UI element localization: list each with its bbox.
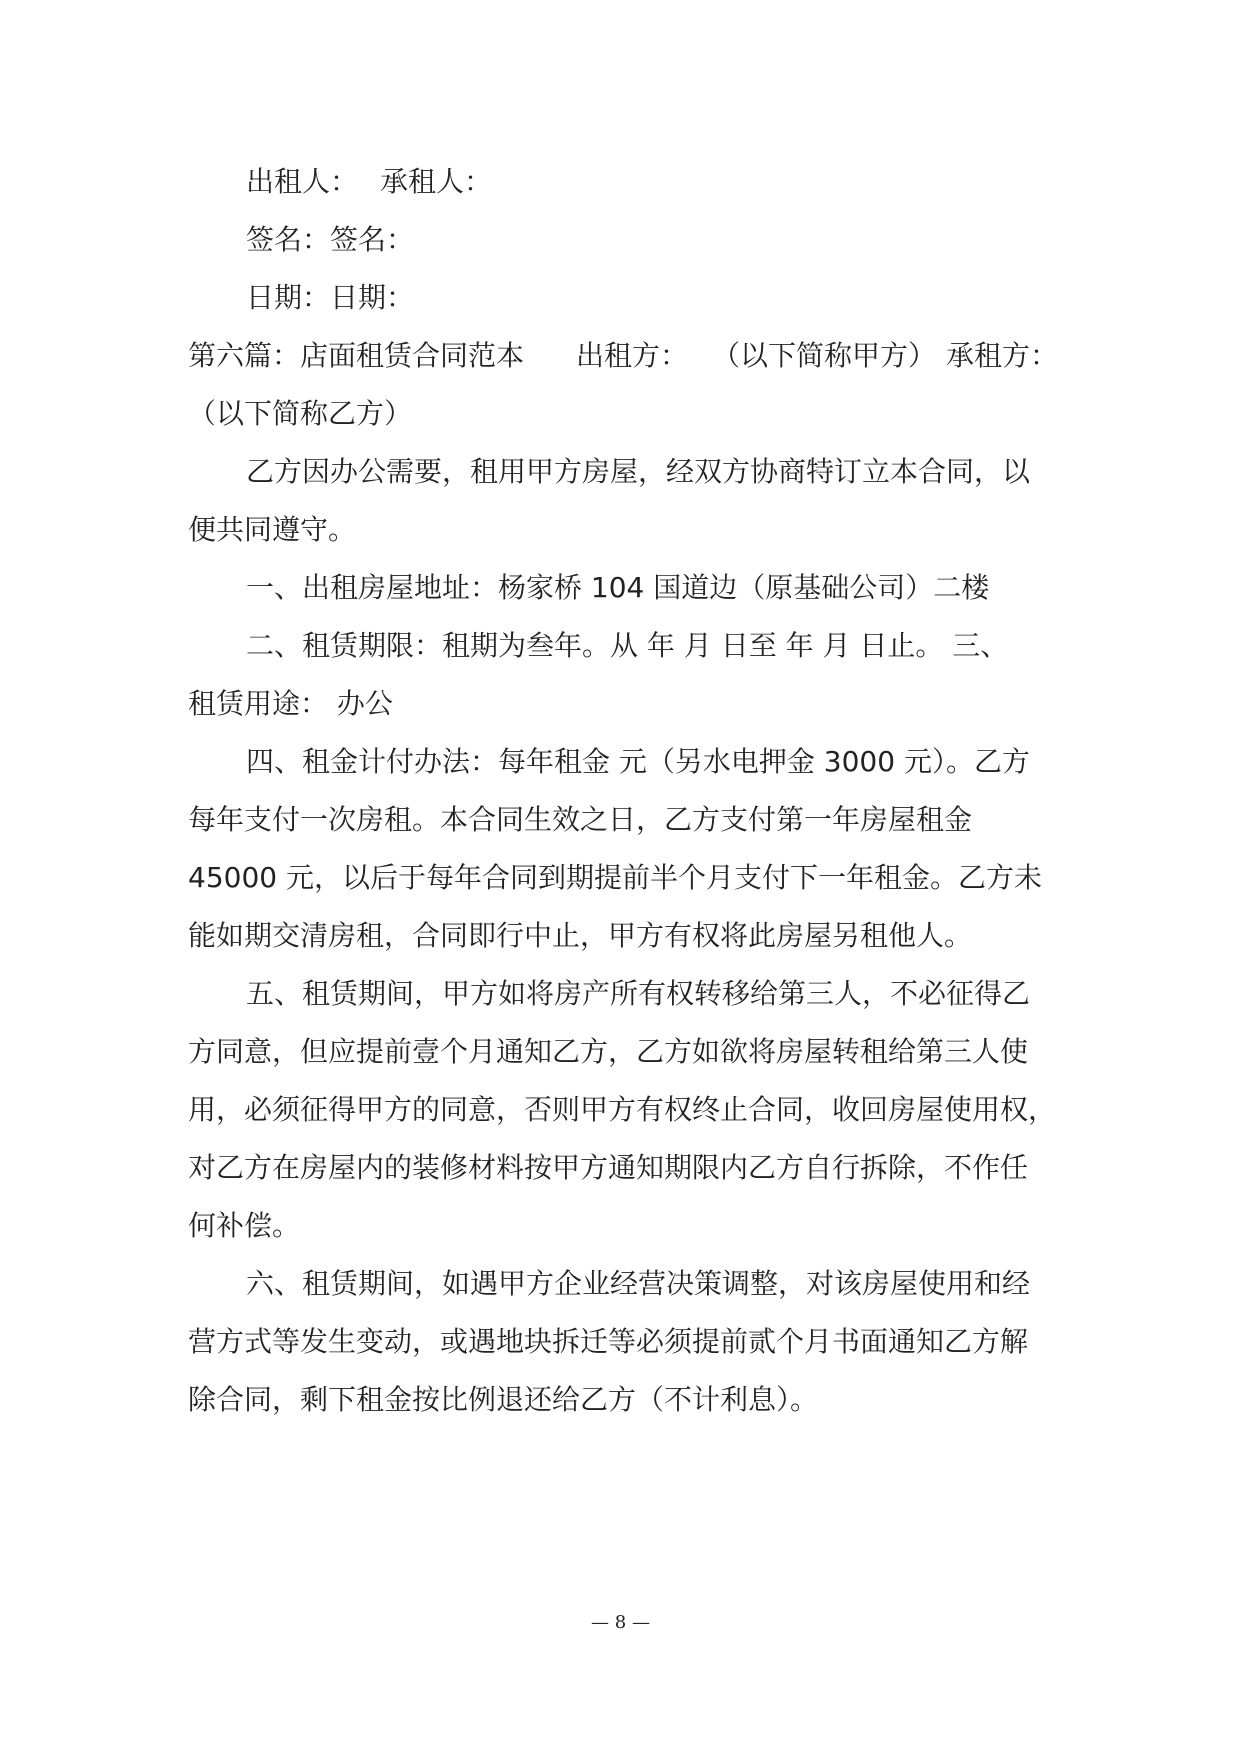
clause-2-line-1: 二、租赁期限：租期为叁年。从 年 月 日至 年 月 日止。 三、 xyxy=(246,629,1009,662)
clause-5-line-1: 五、租赁期间，甲方如将房产所有权转移给第三人，不必征得乙 xyxy=(246,977,1031,1010)
lessee-intro: 承租方： xyxy=(946,339,1059,372)
article-header-line xyxy=(188,338,1058,374)
page-number: — 8 — xyxy=(591,1612,650,1633)
intro-line-2: 便共同遵守。 xyxy=(188,513,357,546)
lessee-note: （以下简称乙方） xyxy=(188,397,413,430)
signature-sign-line: 签名：签名： xyxy=(246,223,415,256)
signature-date-line: 日期：日期： xyxy=(246,281,415,314)
lessor-intro: 出租方： xyxy=(576,339,689,372)
clause-6-line-2: 营方式等发生变动，或遇地块拆迁等必须提前贰个月书面通知乙方解 xyxy=(188,1325,1029,1358)
clause-5-line-2: 方同意，但应提前壹个月通知乙方，乙方如欲将房屋转租给第三人使 xyxy=(188,1035,1029,1068)
intro-line-1: 乙方因办公需要，租用甲方房屋，经双方协商特订立本合同，以 xyxy=(246,455,1031,488)
signature-party-line xyxy=(246,164,492,200)
clause-5-line-3: 用，必须征得甲方的同意，否则甲方有权终止合同，收回房屋使用权， xyxy=(188,1093,1057,1126)
clause-4-line-4: 能如期交清房租，合同即行中止，甲方有权将此房屋另租他人。 xyxy=(188,919,973,952)
clause-5-line-5: 何补偿。 xyxy=(188,1209,301,1242)
clause-4-line-1: 四、租金计付办法：每年租金 元（另水电押金 3000 元）。乙方 xyxy=(246,745,1030,778)
lessor-note: （以下简称甲方） xyxy=(712,339,937,372)
article-title: 第六篇：店面租赁合同范本 xyxy=(188,339,525,372)
clause-4-line-3: 45000 元，以后于每年合同到期提前半个月支付下一年租金。乙方未 xyxy=(188,861,1042,894)
clause-1-line: 一、出租房屋地址：杨家桥 104 国道边（原基础公司）二楼 xyxy=(246,571,990,604)
lessee-label: 承租人： xyxy=(380,165,493,198)
lessor-label: 出租人： xyxy=(246,165,359,198)
clause-2-line-2: 租赁用途： 办公 xyxy=(188,687,393,720)
clause-6-line-1: 六、租赁期间，如遇甲方企业经营决策调整，对该房屋使用和经 xyxy=(246,1267,1031,1300)
clause-4-line-2: 每年支付一次房租。本合同生效之日，乙方支付第一年房屋租金 xyxy=(188,803,973,836)
clause-6-line-3: 除合同，剩下租金按比例退还给乙方（不计利息）。 xyxy=(188,1383,819,1416)
clause-5-line-4: 对乙方在房屋内的装修材料按甲方通知期限内乙方自行拆除，不作任 xyxy=(188,1151,1029,1184)
